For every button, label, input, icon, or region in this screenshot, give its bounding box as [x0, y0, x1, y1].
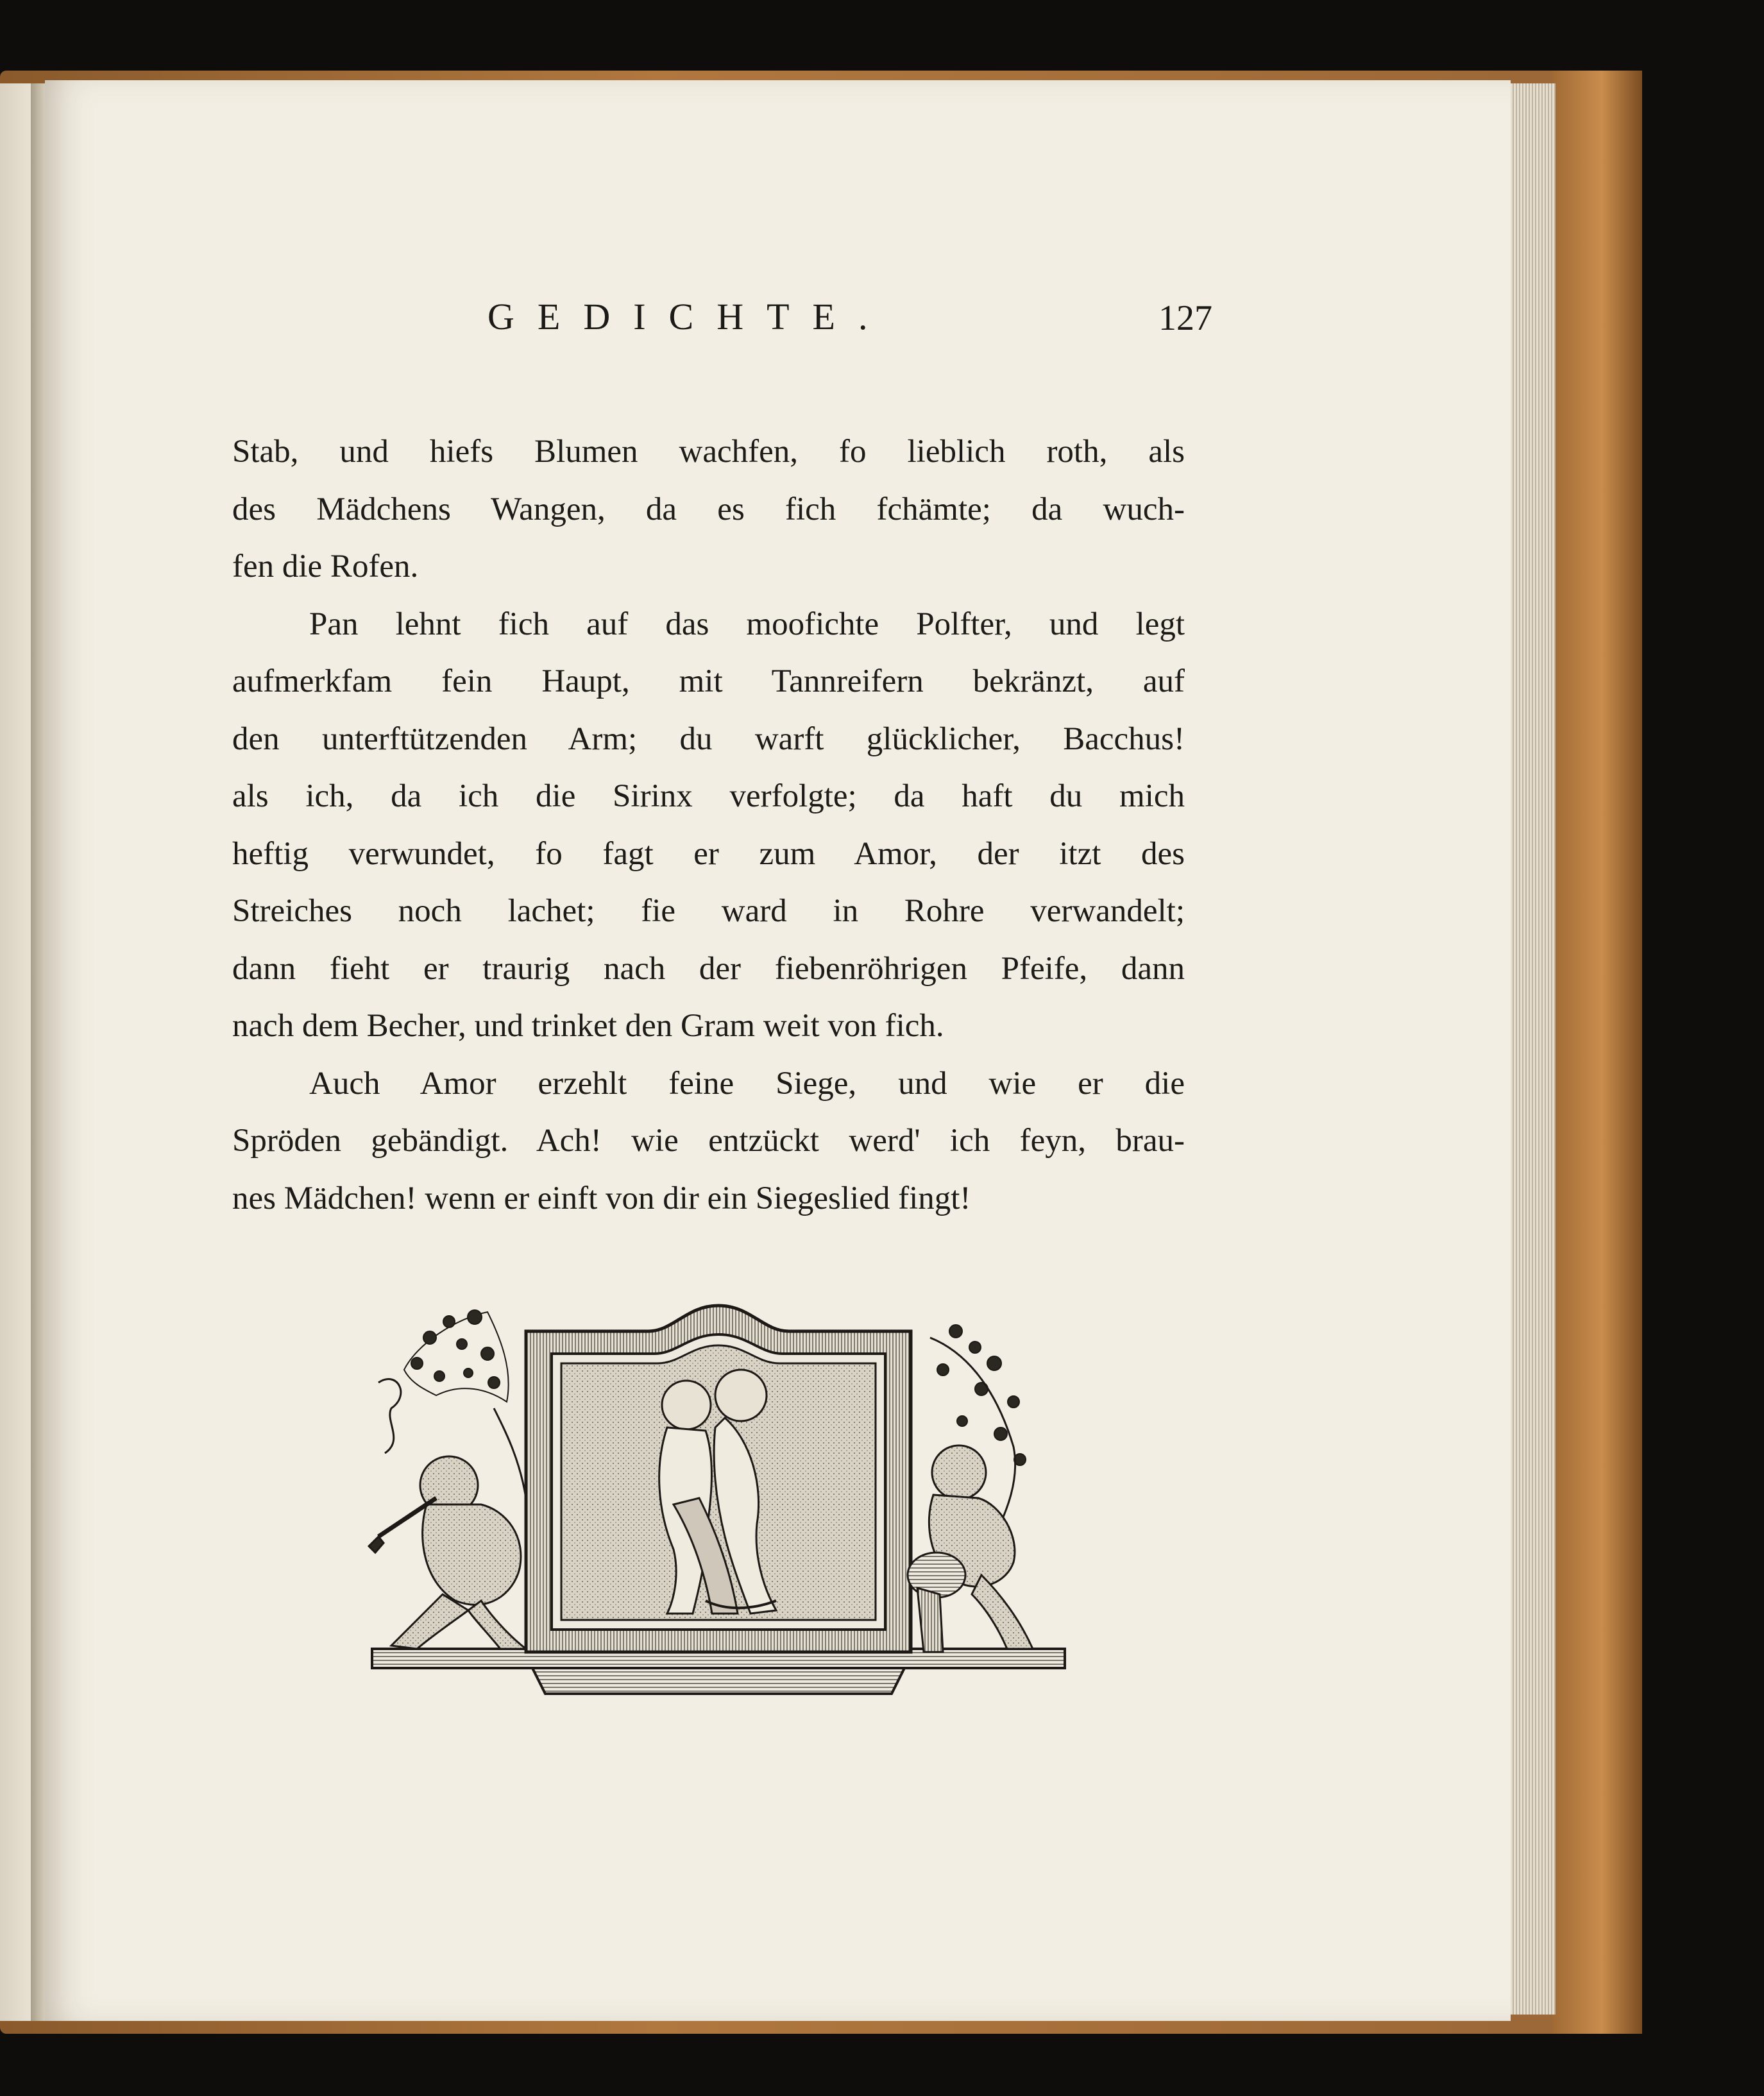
running-head: GEDICHTE. [488, 296, 891, 337]
page-number: 127 [1158, 298, 1212, 338]
paragraph [232, 1055, 1185, 1228]
book-cover-edge [1552, 71, 1642, 2034]
page-header [212, 295, 1212, 353]
text-line: des Mädchens Wangen, da es fich fchämte; da wuch- [232, 491, 1185, 527]
text-line: dann fieht er traurig nach der fiebenröhrigen Pfeife, dann [232, 950, 1185, 987]
text-line: fen die Rofen. [232, 549, 419, 584]
book-gutter [31, 83, 46, 2021]
text-line: Stab, und hiefs Blumen wachfen, fo lieblich roth, als [232, 434, 1185, 470]
text-line: den unterftützenden Arm; du warft glücklicher, Bacchus! [232, 720, 1185, 757]
poem-text [232, 423, 1185, 1227]
text-line: Auch Amor erzehlt feine Siege, und wie er die [309, 1065, 1185, 1102]
text-line: als ich, da ich die Sirinx verfolgte; da haft du mich [232, 778, 1185, 814]
text-line: nes Mädchen! wenn er einft von dir ein Siegeslied fingt! [232, 1180, 971, 1216]
faun-putto-with-pipe [369, 1456, 526, 1649]
embracing-cherubs [659, 1370, 776, 1614]
text-line: Spröden gebändigt. Ach! wie entzückt werd' ich feyn, brau- [232, 1123, 1185, 1159]
engraved-vignette [366, 1293, 1071, 1710]
text-line: Streiches noch lachet; fie ward in Rohre verwandelt; [232, 893, 1185, 929]
paragraph [232, 596, 1185, 1055]
page-edges [1504, 83, 1556, 2015]
text-line: aufmerkfam fein Haupt, mit Tannreifern bekränzt, auf [232, 663, 1185, 699]
paragraph [232, 423, 1185, 596]
text-line: nach dem Becher, und trinket den Gram weit von fich. [232, 1008, 944, 1044]
text-line: Pan lehnt fich auf das moofichte Polfter, und legt [309, 606, 1185, 642]
vignette-base [372, 1649, 1065, 1694]
text-line: heftig verwundet, fo fagt er zum Amor, der itzt des [232, 835, 1185, 872]
